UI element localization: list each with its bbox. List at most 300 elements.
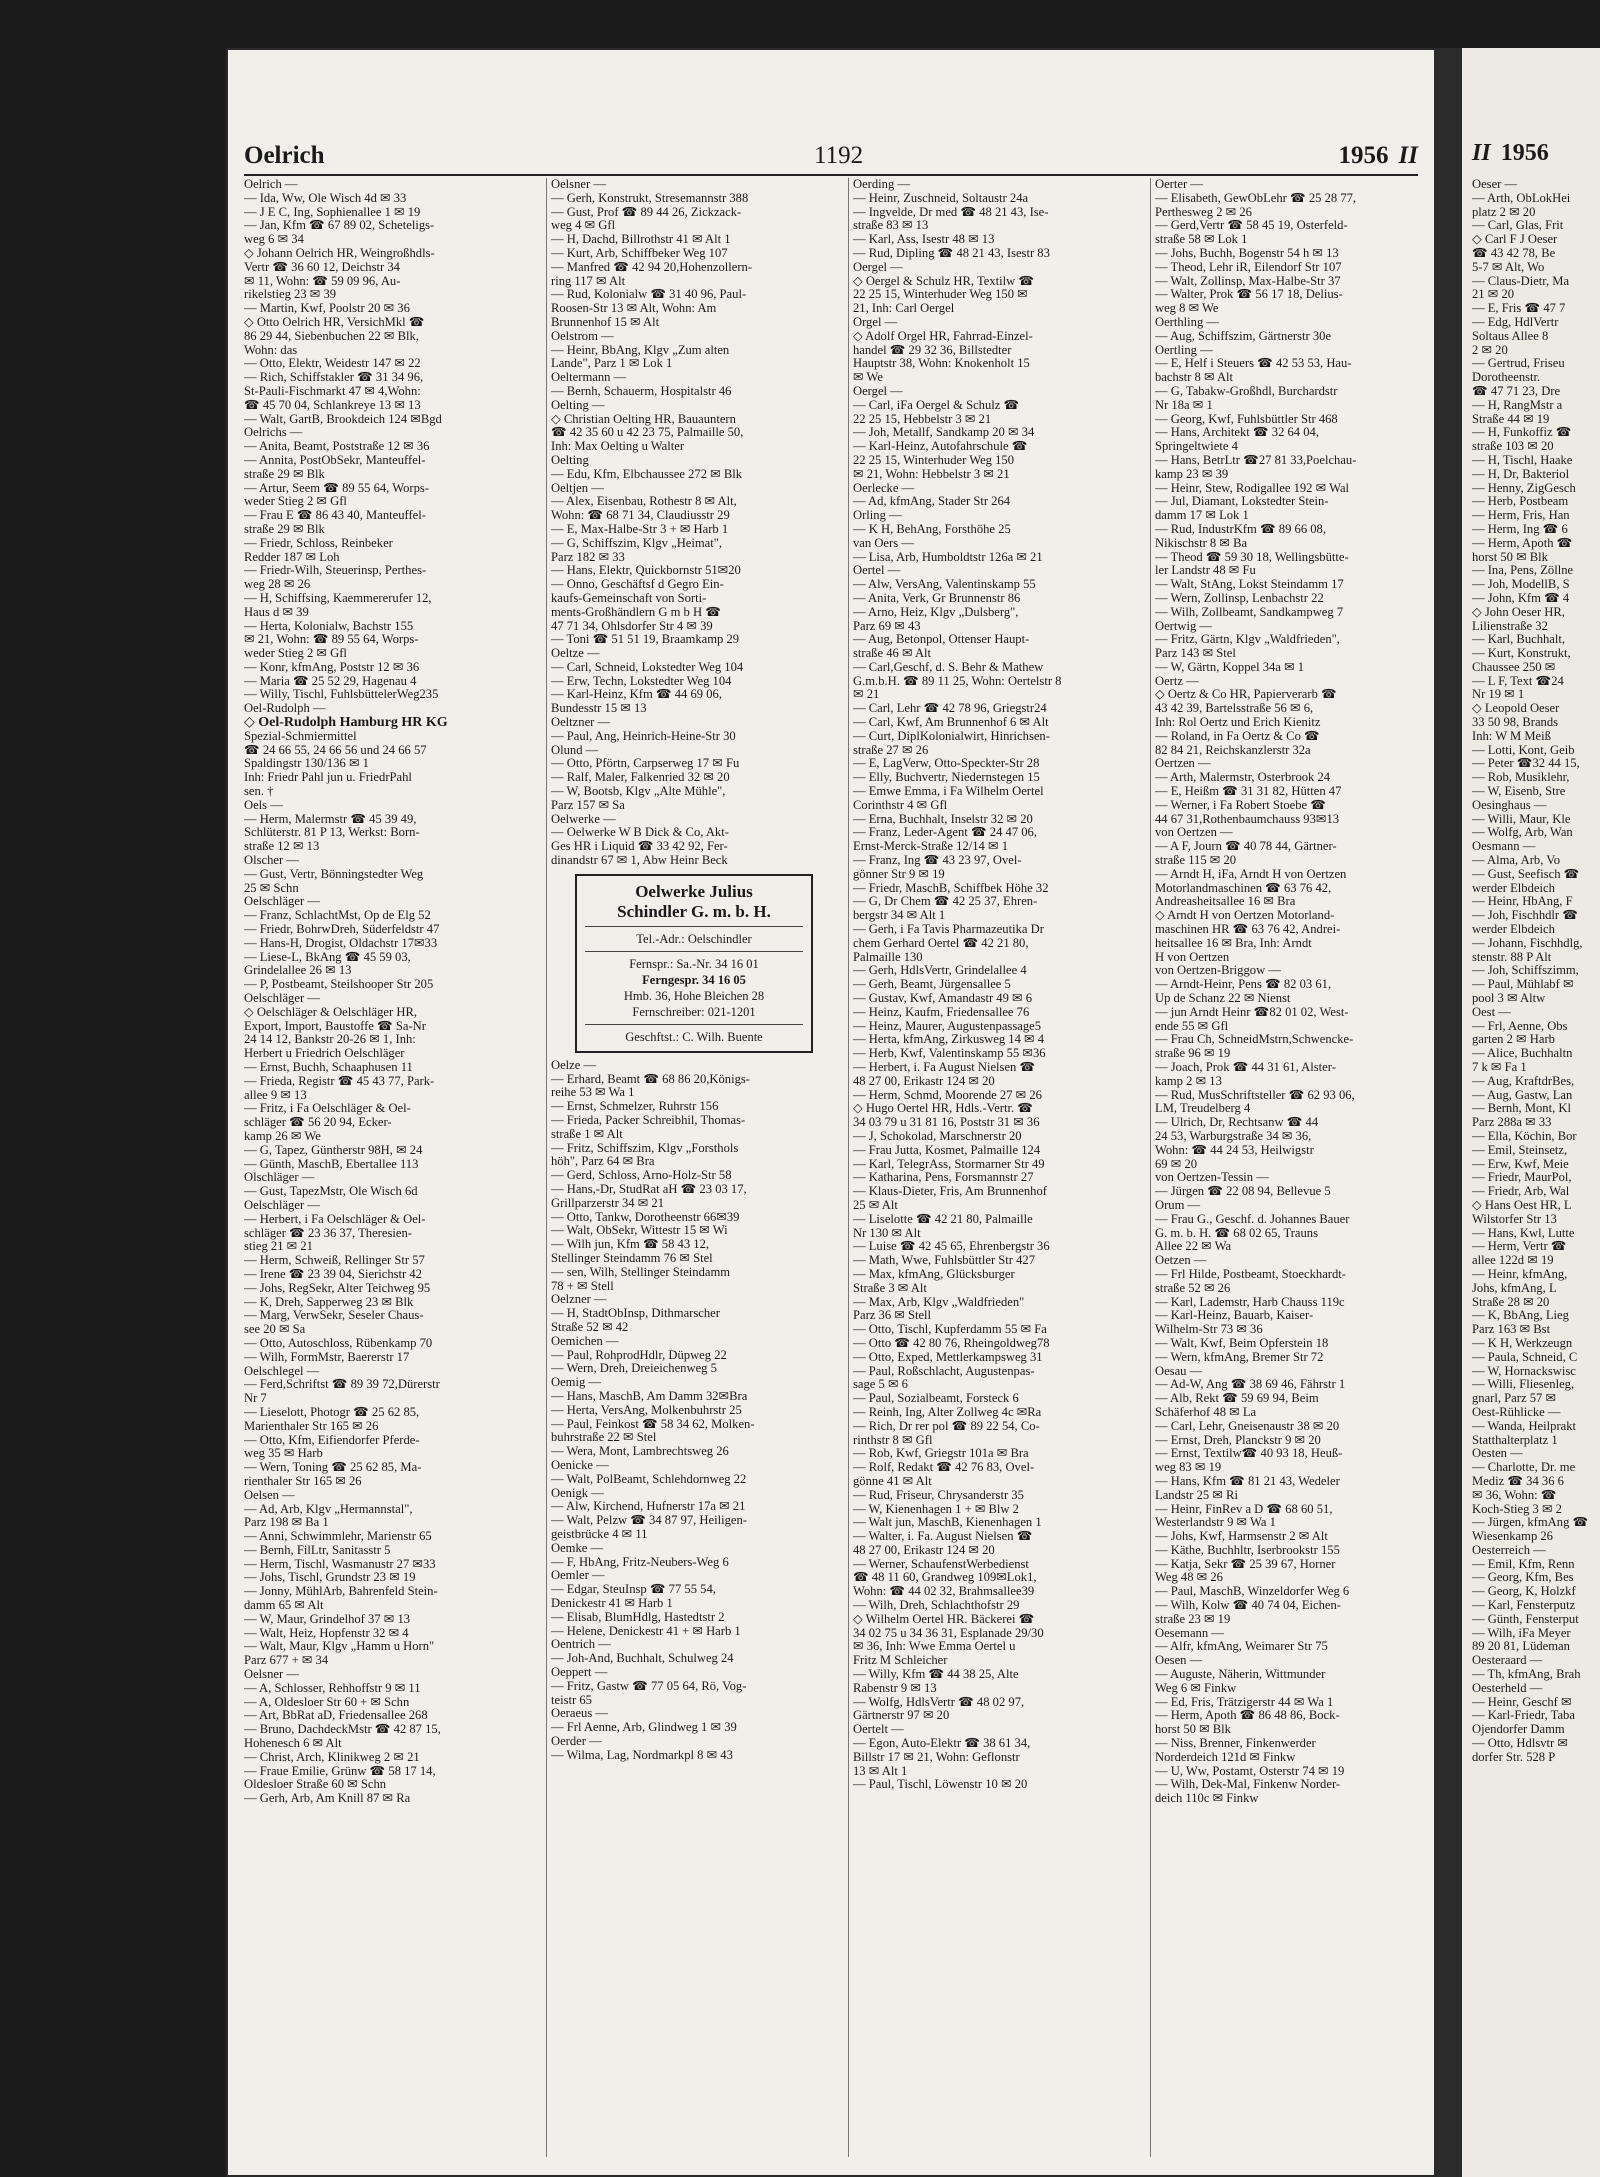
directory-entry-line: — Arndt-Heinr, Pens ☎ 82 03 61, [1155, 978, 1332, 992]
directory-entry-line: H von Oertzen [1155, 950, 1230, 964]
directory-entry-line: — Jan, Kfm ☎ 67 89 02, Scheteligs- [244, 219, 435, 233]
next-page-entry-line: — Peter ☎32 44 15, [1472, 757, 1580, 771]
directory-entry-line: Norderdeich 121d ✉ Finkw [1155, 1750, 1296, 1764]
directory-entry-line: — Karl, Lademstr, Harb Chauss 119c [1155, 1295, 1345, 1309]
directory-entry-line: kamp 2 ✉ 13 [1155, 1074, 1222, 1088]
directory-entry-line: — Walt, Maur, Klgv „Hamm u Horn" [244, 1640, 435, 1654]
directory-entry-line: — Willy, Tischl, FuhlsbüttelerWeg235 [244, 688, 439, 702]
directory-entry-line: Wohn: ☎ 68 71 34, Claudiusstr 29 [551, 509, 730, 523]
directory-entry-line: Ernst-Merck-Straße 12/14 ✉ 1 [853, 840, 1008, 854]
directory-entry-line: straße 115 ✉ 20 [1155, 854, 1237, 868]
directory-entry-line: — A, Oldesloer Str 60 + ✉ Schn [244, 1695, 410, 1709]
next-page-entry-line: — Heinr, HbAng, F [1472, 895, 1573, 909]
directory-entry-line: — Jürgen ☎ 22 08 94, Bellevue 5 [1155, 1185, 1331, 1199]
directory-entry-line: — Hans, Kfm ☎ 81 21 43, Wedeler [1155, 1474, 1340, 1488]
next-page-entry-line: — Johann, Fischhdlg, [1472, 936, 1583, 950]
next-page-entry-line: stenstr. 88 P Alt [1472, 950, 1552, 964]
next-page-entry-line: — W, Hornackswisc [1472, 1364, 1576, 1378]
next-page-entry-line: Mediz ☎ 34 36 6 [1472, 1474, 1564, 1488]
directory-entry-line: ◇ Wilhelm Oertel HR. Bäckerei ☎ [853, 1612, 1035, 1626]
directory-entry-line: Westerlandstr 9 ✉ Wa 1 [1155, 1516, 1276, 1530]
directory-entry-line: — Walt, Heiz, Hopfenstr 32 ✉ 4 [244, 1626, 409, 1640]
directory-entry-line: — Elisab, BlumHdlg, Hastedtstr 2 [551, 1610, 725, 1624]
directory-entry-line: allee 9 ✉ 13 [244, 1088, 307, 1102]
directory-page [226, 48, 1436, 2177]
directory-entry-line: 22 25 15, Hebbelstr 3 ✉ 21 [853, 412, 992, 426]
directory-entry-line: Schäferhof 48 ✉ La [1155, 1405, 1257, 1419]
directory-entry-line: — Rich, Schiffstakler ☎ 31 34 96, [244, 371, 424, 385]
ad-long-distance-phone: Ferngespr. 34 16 05 [642, 972, 746, 987]
directory-entry-line: — Herbert, i Fa Oelschläger & Oel- [244, 1212, 426, 1226]
directory-entry-line: Oelwerke — [551, 812, 616, 826]
directory-entry-line: — Paul, Roßschlacht, Augustenpas- [853, 1364, 1035, 1378]
directory-entry-line: — E, Helf i Steuers ☎ 42 53 53, Hau- [1155, 357, 1352, 371]
volume-label [1339, 142, 1418, 170]
directory-entry-line: — Max, kfmAng, Glücksburger [853, 1267, 1015, 1281]
next-page-header [1472, 140, 1549, 167]
directory-entry-line: straße 1 ✉ Alt [551, 1127, 623, 1141]
directory-entry-line: — Walter, i. Fa. August Nielsen ☎ [853, 1530, 1033, 1544]
directory-entry-line: — P, Postbeamt, Steilshooper Str 205 [244, 978, 434, 992]
directory-entry-line: — Walt, StAng, Lokst Steindamm 17 [1155, 578, 1344, 592]
directory-entry-line: — Paul, RohprodHdlr, Düpweg 22 [551, 1348, 727, 1362]
directory-entry-line: Schlüterstr. 81 P 13, Werkst: Born- [244, 826, 420, 840]
directory-entry-line: — Irene ☎ 23 39 04, Sierichstr 42 [244, 1267, 422, 1281]
directory-entry-line: Inh: Max Oelting u Walter [551, 440, 685, 454]
directory-entry-line: Oentrich — [551, 1638, 611, 1652]
directory-entry-line: — Edgar, SteuInsp ☎ 77 55 54, [551, 1583, 716, 1597]
next-page-entry-line: — L F, Text ☎24 [1472, 674, 1564, 688]
directory-entry-line: Spezial-Schmiermittel [244, 729, 357, 743]
next-page-entry-line: — Erw, Kwf, Meie [1472, 1157, 1569, 1171]
directory-entry-line: — F, HbAng, Fritz-Neubers-Weg 6 [551, 1555, 729, 1569]
directory-entry-line: straße 58 ✉ Lok 1 [1155, 233, 1248, 247]
next-page-entry-line: — Joh, ModellB, S [1472, 578, 1570, 592]
directory-entry-line: — A, Schlosser, Rehhoffstr 9 ✉ 11 [244, 1681, 421, 1695]
directory-entry-line: buhrstraße 22 ✉ Stel [551, 1431, 657, 1445]
next-page-entry-line: ◇ John Oeser HR, [1472, 605, 1565, 619]
directory-entry-line: — Wilh, Kolw ☎ 40 74 04, Eichen- [1155, 1599, 1341, 1613]
directory-entry-line: — Ernst, Textilw☎ 40 93 18, Heuß- [1155, 1447, 1343, 1461]
next-page-entry-line: — Wanda, Heilprakt [1472, 1419, 1577, 1433]
directory-entry-line: — Hans,-Dr, StudRat aH ☎ 23 03 17, [551, 1183, 747, 1197]
directory-entry-line: — Johs, Buchh, Bogenstr 54 h ✉ 13 [1155, 246, 1339, 260]
directory-entry-line: Export, Import, Baustoffe ☎ Sa-Nr [244, 1019, 426, 1033]
directory-entry-line: weder Stieg 2 ✉ Gfl [244, 495, 347, 509]
directory-entry-line: — Kurt, Arb, Schiffbeker Weg 107 [551, 246, 728, 260]
directory-entry-line: — Lieselott, Photogr ☎ 25 62 85, [244, 1405, 420, 1419]
directory-entry-line: — Liese-L, BkAng ☎ 45 59 03, [244, 950, 411, 964]
directory-entry-line: — Ingvelde, Dr med ☎ 48 21 43, Ise- [853, 205, 1049, 219]
directory-entry-line: maschinen HR ☎ 63 76 42, Andrei- [1155, 923, 1341, 937]
directory-entry-line: ◇ Oergel & Schulz HR, Textilw ☎ [853, 274, 1035, 288]
next-page-entry-line: dorfer Str. 528 P [1472, 1750, 1556, 1764]
next-page-entry-line: — Karl-Friedr, Taba [1472, 1709, 1575, 1723]
next-page-entry-line: — Paul, Mühlabf ✉ [1472, 978, 1574, 992]
directory-entry-line: — Niss, Brenner, Finkenwerder [1155, 1737, 1316, 1751]
next-page-entry-line: horst 50 ✉ Blk [1472, 550, 1548, 564]
volume-roman: II [1398, 142, 1418, 169]
next-page-entry-line: — Karl, Buchhalt, [1472, 633, 1566, 647]
directory-entry-line: Oerlecke — [853, 481, 915, 495]
directory-entry-line: — Günth, MaschB, Ebertallee 113 [244, 1157, 419, 1171]
column-3 [848, 178, 1143, 2157]
directory-entry-line: — Karl-Heinz, Autofahrschule ☎ [853, 440, 1028, 454]
next-page-entry-line: — Wilh, iFa Meyer [1472, 1626, 1571, 1640]
directory-entry-line: — Math, Wwe, Fuhlsbüttler Str 427 [853, 1254, 1036, 1268]
directory-entry-line: — Heinz, Kaufm, Friedensallee 76 [853, 1005, 1030, 1019]
directory-entry-line: — Karl-Heinz, Kfm ☎ 44 69 06, [551, 688, 722, 702]
directory-entry-line: — Wolfg, HdlsVertr ☎ 48 02 97, [853, 1695, 1025, 1709]
next-page-entry-line: — Karl, Fensterputz [1472, 1599, 1576, 1613]
directory-entry-line: Oertling — [1155, 343, 1213, 357]
directory-entry-line: — Walt, GartB, Brookdeich 124 ✉Bgd [244, 412, 442, 426]
directory-entry-line: ✉ 21, Wohn: Hebbelstr 3 ✉ 21 [853, 467, 1010, 481]
directory-entry-line: Olscher — [244, 854, 299, 868]
directory-entry-line: — Johs, Kwf, Harmsenstr 2 ✉ Alt [1155, 1530, 1328, 1544]
directory-entry-line: — Heinz, Maurer, Augustenpassage5 [853, 1019, 1042, 1033]
directory-entry-line: Olschläger — [244, 1171, 315, 1185]
directory-entry-line: Orgel — [853, 315, 898, 329]
next-page-entry-line: — H, Tischl, Haake [1472, 453, 1573, 467]
directory-entry-line: — W, Gärtn, Koppel 34a ✉ 1 [1155, 660, 1305, 674]
ad-phone: Fernspr.: Sa.-Nr. 34 16 01 [629, 956, 759, 971]
directory-entry-line: Hauptstr 38, Wohn: Knokenholt 15 [853, 357, 1030, 371]
directory-entry-line: — Johs, Tischl, Grundstr 23 ✉ 19 [244, 1571, 416, 1585]
directory-entry-line: Gärtnerstr 97 ✉ 20 [853, 1709, 950, 1723]
directory-entry-line: — Lisa, Arb, Humboldtstr 126a ✉ 21 [853, 550, 1043, 564]
directory-entry-line: — Otto, Exped, Mettlerkampsweg 31 [853, 1350, 1043, 1364]
next-page-entry-line: Oesterreich — [1472, 1543, 1546, 1557]
next-page-entry-line: — Henny, ZigGesch [1472, 481, 1576, 495]
page-header [244, 140, 1418, 176]
directory-entry-line: 25 ✉ Alt [853, 1198, 898, 1212]
directory-entry-line: — Wera, Mont, Lambrechtsweg 26 [551, 1445, 729, 1459]
ad-title-line-2: Schindler G. m. b. H. [617, 901, 771, 921]
directory-entry-line: weg 83 ✉ 19 [1155, 1461, 1222, 1475]
directory-entry-line: — Rob, Kwf, Griegstr 101a ✉ Bra [853, 1447, 1029, 1461]
next-page-entry-line: ✉ 36, Wohn: ☎ [1472, 1488, 1557, 1502]
directory-entry-line: — Gerh, Beamt, Jürgensallee 5 [853, 978, 1011, 992]
directory-entry-line: — Frau Jutta, Kosmet, Palmaille 124 [853, 1143, 1041, 1157]
directory-entry-line: ✉ 36, Inh: Wwe Emma Oertel u [853, 1640, 1016, 1654]
next-page-entry-line: 33 50 98, Brands [1472, 716, 1559, 730]
next-page-entry-line: ☎ 43 42 78, Be [1472, 246, 1556, 260]
next-page-entry-line: — Herb, Postbeam [1472, 495, 1569, 509]
directory-entry-line: — Walt, Zollinsp, Max-Halbe-Str 37 [1155, 274, 1341, 288]
next-page-entry-line: 21 ✉ 20 [1472, 288, 1515, 302]
directory-entry-line: — Wilh jun, Kfm ☎ 58 43 12, [551, 1238, 710, 1252]
directory-entry-line: — Katharina, Pens, Forsmannstr 27 [853, 1171, 1034, 1185]
directory-entry-line: Allee 22 ✉ Wa [1155, 1240, 1232, 1254]
directory-entry-line: — Maria ☎ 25 52 29, Hagenau 4 [244, 674, 417, 688]
directory-entry-line: — Ernst, Buchh, Schaaphusen 11 [244, 1061, 413, 1074]
directory-entry-line: — Hans, Elektr, Quickbornstr 51✉20 [551, 564, 741, 578]
directory-entry-line: — J E C, Ing, Sophienallee 1 ✉ 19 [244, 205, 421, 219]
directory-entry-line: ◇ Oertz & Co HR, Papierverarb ☎ [1155, 688, 1337, 702]
next-page-entry-line: Chaussee 250 ✉ [1472, 660, 1556, 674]
directory-entry-line: — Ernst, Dreh, Planckstr 9 ✉ 20 [1155, 1433, 1321, 1447]
directory-entry-line: — Hans, BetrLtr ☎27 81 33,Poelchau- [1155, 453, 1357, 467]
next-page-entry-line: Wiesenkamp 26 [1472, 1530, 1553, 1544]
directory-entry-line: — Gerh, Konstrukt, Stresemannstr 388 [551, 191, 749, 205]
directory-entry-line: Oesen — [1155, 1654, 1203, 1668]
next-page-entry-line: Oesten — [1472, 1447, 1523, 1461]
directory-entry-line: bergstr 34 ✉ Alt 1 [853, 909, 946, 923]
directory-entry-line: ◇ Oelschläger & Oelschläger HR, [244, 1005, 417, 1019]
directory-entry-line: — Werner, i Fa Robert Stoebe ☎ [1155, 798, 1326, 812]
directory-entry-line: Parz 157 ✉ Sa [551, 798, 625, 812]
directory-entry-line: — G, Schiffszim, Klgv „Heimat", [551, 536, 723, 550]
next-year-label: 1956 [1500, 140, 1549, 166]
directory-entry-line: — A F, Journ ☎ 40 78 44, Gärtner- [1155, 840, 1337, 854]
directory-entry-line: — Wilh, Zollbeamt, Sandkampweg 7 [1155, 605, 1344, 619]
directory-entry-line: see 20 ✉ Sa [244, 1323, 306, 1337]
directory-entry-line: Redder 187 ✉ Loh [244, 550, 340, 564]
ad-divider [585, 926, 803, 927]
directory-entry-line: — Erw, Techn, Lokstedter Weg 104 [551, 674, 732, 688]
directory-entry-line: — Alw, VersAng, Valentinskamp 55 [853, 578, 1036, 592]
directory-entry-line: — Walt, PolBeamt, Schlehdornweg 22 [551, 1472, 747, 1486]
ad-divider [585, 1024, 803, 1025]
directory-entry-line: — Herta, kfmAng, Zirkusweg 14 ✉ 4 [853, 1033, 1045, 1047]
next-page-entry-line: — Alma, Arb, Vo [1472, 854, 1561, 868]
directory-entry-line: — Karl, Ass, Isestr 48 ✉ 13 [853, 233, 995, 247]
directory-entry-line: — Ad-W, Ang ☎ 38 69 46, Fährstr 1 [1155, 1378, 1346, 1392]
directory-entry-line: Hohenesch 6 ✉ Alt [244, 1737, 342, 1751]
directory-entry-line: von Oertzen-Briggow — [1155, 964, 1281, 978]
directory-entry-line: horst 50 ✉ Blk [1155, 1723, 1231, 1737]
next-page-column [1472, 178, 1600, 1765]
directory-entry-line: kamp 26 ✉ We [244, 1129, 321, 1143]
directory-entry-line: — H, StadtObInsp, Dithmarscher [551, 1307, 720, 1321]
directory-entry-line: Oelsner — [551, 178, 606, 191]
directory-entry-line: — Manfred ☎ 42 94 20,Hohenzollern- [551, 260, 753, 274]
directory-entry-line: — K H, BehAng, Forsthöhe 25 [853, 522, 1011, 536]
directory-entry-line: — Ad, kfmAng, Stader Str 264 [853, 495, 1011, 509]
directory-entry-line: — Aug, Betonpol, Ottenser Haupt- [853, 633, 1030, 647]
directory-entry-line: gönner Str 9 ✉ 19 [853, 867, 945, 881]
directory-entry-line: — Rolf, Redakt ☎ 42 76 83, Ovel- [853, 1461, 1035, 1475]
directory-entry-line: — Gust, Prof ☎ 89 44 26, Zickzack- [551, 205, 742, 219]
next-page-entry-line: Parz 288a ✉ 33 [1472, 1116, 1552, 1130]
directory-entry-line: — Joh-And, Buchhalt, Schulweg 24 [551, 1652, 734, 1666]
directory-entry-line: — Carl, Lehr ☎ 42 78 96, Griegstr24 [853, 702, 1047, 716]
directory-entry-line: 48 27 00, Erikastr 124 ✉ 20 [853, 1074, 995, 1088]
next-page-entry-line: — Frl, Aenne, Obs [1472, 1019, 1568, 1033]
directory-entry-line: — Carl, iFa Oergel & Schulz ☎ [853, 398, 1020, 412]
directory-entry-line: damm 65 ✉ Alt [244, 1599, 324, 1613]
directory-entry-line: — H, Dachd, Billrothstr 41 ✉ Alt 1 [551, 233, 731, 247]
directory-entry-line: — Fritz, Gastw ☎ 77 05 64, Rö, Vog- [551, 1679, 747, 1693]
next-page-edge [1462, 48, 1600, 2177]
directory-entry-line: — Walt jun, MaschB, Kienenhagen 1 [853, 1516, 1042, 1530]
directory-entry-line: — Bruno, DachdeckMstr ☎ 42 87 15, [244, 1723, 441, 1737]
directory-entry-line: Oel-Rudolph — [244, 702, 326, 716]
directory-entry-line: ◇ Oel-Rudolph Hamburg HR KG [244, 716, 448, 730]
directory-entry-line: — Auguste, Näherin, Wittmunder [1155, 1668, 1326, 1682]
directory-entry-line: 22 25 15, Winterhuder Weg 150 [853, 453, 1015, 467]
next-page-entry-line: — Emil, Kfm, Renn [1472, 1557, 1575, 1571]
next-page-entry-line: Oest — [1472, 1005, 1511, 1019]
directory-entry-line: Wohn: ☎ 44 02 32, Brahmsallee39 [853, 1585, 1035, 1599]
directory-entry-line: 82 84 21, Reichskanzlerstr 32a [1155, 743, 1311, 757]
directory-entry-line: — Gust, TapezMstr, Ole Wisch 6d [244, 1185, 418, 1199]
directory-entry-line: Oels — [244, 798, 283, 812]
directory-entry-line: Olund — [551, 743, 599, 757]
directory-entry-line: ◇ Otto Oelrich HR, VersichMkl ☎ [244, 315, 425, 329]
directory-entry-line: — Friedr-Wilh, Steuerinsp, Perthes- [244, 564, 427, 578]
directory-entry-line: reihe 53 ✉ Wa 1 [551, 1086, 635, 1100]
directory-entry-line: — Otto, Kfm, Eifiendorfer Pferde- [244, 1433, 420, 1447]
directory-entry-line: — Wilh, FormMstr, Baererstr 17 [244, 1350, 410, 1364]
directory-entry-line: — Gust, Vertr, Bönningstedter Weg [244, 867, 424, 881]
next-page-entry-line: Straße 28 ✉ 20 [1472, 1295, 1550, 1309]
directory-entry-line: Lande", Parz 1 ✉ Lok 1 [551, 357, 673, 371]
directory-entry-line: G.m.b.H. ☎ 89 11 25, Wohn: Oertelstr 8 [853, 674, 1062, 688]
directory-entry-line: — Jonny, MühlArb, Bahrenfeld Stein- [244, 1585, 438, 1599]
directory-entry-line: — Konr, kfmAng, Poststr 12 ✉ 36 [244, 660, 420, 674]
directory-entry-line: straße 96 ✉ 19 [1155, 1047, 1231, 1061]
directory-entry-line: Oelting — [551, 398, 605, 412]
directory-entry-line: Landstr 25 ✉ Ri [1155, 1488, 1238, 1502]
directory-entry-line: van Oers — [853, 536, 914, 550]
next-page-entry-line: — Joh, Fischhdlr ☎ [1472, 909, 1578, 923]
directory-entry-line: — Rich, Dr rer pol ☎ 89 22 54, Co- [853, 1419, 1040, 1433]
next-page-entry-line: — Charlotte, Dr. me [1472, 1461, 1576, 1475]
directory-entry-line: — Edu, Kfm, Elbchaussee 272 ✉ Blk [551, 467, 743, 481]
directory-entry-line: Palmaille 130 [853, 950, 923, 964]
directory-entry-line: Parz 677 + ✉ 34 [244, 1654, 329, 1668]
directory-entry-line: rienthaler Str 165 ✉ 26 [244, 1474, 362, 1488]
directory-entry-line: — W, Maur, Grindelhof 37 ✉ 13 [244, 1612, 411, 1626]
next-page-entry-line: ◇ Leopold Oeser [1472, 702, 1560, 716]
next-page-entry-line: — Willi, Maur, Kle [1472, 812, 1571, 826]
directory-entry-line: — Carl, Kwf, Am Brunnenhof 6 ✉ Alt [853, 716, 1049, 730]
directory-entry-line: — Otto, Autoschloss, Rübenkamp 70 [244, 1336, 433, 1350]
directory-entry-line: kamp 23 ✉ 39 [1155, 467, 1229, 481]
directory-entry-line: — Wern, Toning ☎ 25 62 85, Ma- [244, 1461, 422, 1475]
directory-entry-line: — Reinh, Ing, Alter Zollweg 4c ✉Ra [853, 1405, 1042, 1419]
directory-entry-line: 34 03 79 u 31 81 16, Poststr 31 ✉ 36 [853, 1116, 1040, 1130]
next-page-entry-line: Koch-Stieg 3 ✉ 2 [1472, 1502, 1562, 1516]
directory-entry-line: — Heinr, BbAng, Klgv „Zum alten [551, 343, 730, 357]
directory-entry-line: ✉ 21, Wohn: ☎ 89 55 64, Worps- [244, 633, 419, 647]
directory-entry-line: — Emwe Emma, i Fa Wilhelm Oertel [853, 785, 1044, 799]
next-page-entry-line: gnarl, Parz 57 ✉ [1472, 1392, 1556, 1406]
directory-entry-line: — Erhard, Beamt ☎ 68 86 20,Königs- [551, 1072, 750, 1086]
directory-entry-line: — Herm, Tischl, Wasmanustr 27 ✉33 [244, 1557, 436, 1571]
directory-entry-line: Parz 198 ✉ Ba 1 [244, 1516, 329, 1530]
directory-entry-line: Oemig — [551, 1376, 602, 1390]
next-page-entry-line: straße 103 ✉ 20 [1472, 440, 1554, 454]
directory-entry-line: ◇ Hugo Oertel HR, Hdls.-Vertr. ☎ [853, 1102, 1033, 1116]
directory-entry-line: — Max, Arb, Klgv „Waldfrieden" [853, 1295, 1025, 1309]
directory-entry-line: höh", Parz 64 ✉ Bra [551, 1155, 655, 1169]
directory-entry-line: — Arth, Malermstr, Osterbrook 24 [1155, 771, 1331, 785]
directory-entry-line: — W, Bootsb, Klgv „Alte Mühle", [551, 785, 726, 799]
directory-entry-line: schläger ☎ 56 20 94, Ecker- [244, 1116, 392, 1130]
directory-entry-line: Brunnenhof 15 ✉ Alt [551, 315, 660, 329]
next-page-entry-line: — Aug, Gastw, Lan [1472, 1088, 1573, 1102]
directory-entry-line: Haus d ✉ 39 [244, 605, 309, 619]
directory-entry-line: heitsallee 16 ✉ Bra, Inh: Arndt [1155, 936, 1312, 950]
directory-entry-line: Oelrichs — [244, 426, 303, 440]
directory-entry-line: Oeltzner — [551, 716, 611, 730]
directory-entry-line: — W, Kienenhagen 1 + ✉ Blw 2 [853, 1502, 1019, 1516]
page-number: 1192 [814, 142, 864, 169]
directory-entry-line: — Wern, Dreh, Dreieichenweg 5 [551, 1362, 717, 1376]
directory-entry-line: Oertwig — [1155, 619, 1213, 633]
directory-entry-line: teistr 65 [551, 1693, 592, 1707]
directory-entry-line: — Heinr, FinRev a D ☎ 68 60 51, [1155, 1502, 1333, 1516]
directory-entry-line: ende 55 ✉ Gfl [1155, 1019, 1229, 1033]
next-page-entry-line: — Friedr, MaurPol, [1472, 1171, 1572, 1185]
next-page-entry-line: — Claus-Dietr, Ma [1472, 274, 1570, 288]
directory-entry-line: straße 29 ✉ Blk [244, 522, 325, 536]
directory-entry-line: — Rud, Friseur, Chrysanderstr 35 [853, 1488, 1024, 1502]
directory-entry-line: — Fraue Emilie, Grünw ☎ 58 17 14, [244, 1764, 436, 1778]
directory-entry-line: geistbrücke 4 ✉ 11 [551, 1527, 648, 1541]
directory-entry-line: Oetzen — [1155, 1254, 1207, 1268]
directory-entry-line: — Ad, Arb, Klgv „Hermannstal", [244, 1502, 413, 1516]
ad-title-line-1: Oelwerke Julius [635, 881, 753, 901]
directory-entry-line: bachstr 8 ✉ Alt [1155, 371, 1234, 385]
directory-entry-line: — K, Dreh, Sapperweg 23 ✉ Blk [244, 1295, 414, 1309]
directory-entry-line: — Frieda, Registr ☎ 45 43 77, Park- [244, 1074, 435, 1088]
directory-entry-line: — Egon, Auto-Elektr ☎ 38 61 34, [853, 1737, 1031, 1751]
directory-entry-line: Oeppert — [551, 1665, 608, 1679]
directory-entry-line: Oelsen — [244, 1488, 295, 1502]
directory-entry-line: — Frieda, Packer Schreibhil, Thomas- [551, 1114, 746, 1128]
directory-entry-line: Oldesloer Straße 60 ✉ Schn [244, 1778, 387, 1792]
next-page-entry-line: — W, Eisenb, Stre [1472, 785, 1566, 799]
directory-entry-line: ◇ Johann Oelrich HR, Weingroßhdls- [244, 246, 435, 260]
directory-entry-line: — Anita, Verk, Gr Brunnenstr 86 [853, 591, 1021, 605]
next-page-entry-line: ◇ Carl F J Oeser [1472, 233, 1558, 247]
directory-entry-line: — Frau Ch, SchneidMstrn,Schwencke- [1155, 1033, 1354, 1047]
next-page-entry-line: platz 2 ✉ 20 [1472, 205, 1536, 219]
directory-entry-line: — Walt, Kwf, Beim Opferstein 18 [1155, 1336, 1329, 1350]
directory-entry-line: Oerder — [551, 1734, 602, 1748]
directory-entry-line: weg 35 ✉ Harb [244, 1447, 323, 1461]
next-page-entry-line: Dorotheenstr. [1472, 371, 1541, 385]
directory-entry-line: — Ernst, Schmelzer, Ruhrstr 156 [551, 1100, 719, 1114]
directory-entry-line: — Artur, Seem ☎ 89 55 64, Worps- [244, 481, 429, 495]
directory-entry-line: — Fritz, i Fa Oelschläger & Oel- [244, 1102, 411, 1116]
directory-entry-line: weg 4 ✉ Gfl [551, 219, 616, 233]
directory-entry-line: straße 83 ✉ 13 [853, 219, 929, 233]
directory-entry-line: Oemler — [551, 1569, 605, 1583]
ad-telex: Fernschreiber: 021-1201 [632, 1004, 756, 1019]
directory-entry-line: — Anni, Schwimmlehr, Marienstr 65 [244, 1530, 432, 1544]
directory-entry-line: von Oertzen-Tessin — [1155, 1171, 1269, 1185]
directory-entry-line: rikelstieg 23 ✉ 39 [244, 288, 337, 302]
directory-entry-line: Oelschläger — [244, 992, 320, 1006]
directory-entry-line: — Walt, ObSekr, Wittestr 15 ✉ Wi [551, 1224, 728, 1238]
directory-entry-line: Rabenstr 9 ✉ 13 [853, 1681, 937, 1695]
directory-entry-line: — Herm, Malermstr ☎ 45 39 49, [244, 812, 417, 826]
directory-entry-line: straße 23 ✉ 19 [1155, 1612, 1231, 1626]
directory-entry-line: — Alex, Eisenbau, Rothestr 8 ✉ Alt, [551, 495, 737, 509]
directory-entry-line: straße 46 ✉ Alt [853, 647, 932, 661]
directory-entry-line: — Herm, Schmd, Moorende 27 ✉ 26 [853, 1088, 1042, 1102]
next-page-entry-line: — Emil, Steinsetz, [1472, 1143, 1568, 1157]
directory-entry-line: Oemke — [551, 1541, 604, 1555]
directory-entry-line: Oeraeus — [551, 1707, 608, 1721]
directory-entry-line: Stellinger Steindamm 76 ✉ Stel [551, 1252, 713, 1265]
directory-entry-line: ✉ 11, Wohn: ☎ 59 09 96, Au- [244, 274, 401, 288]
